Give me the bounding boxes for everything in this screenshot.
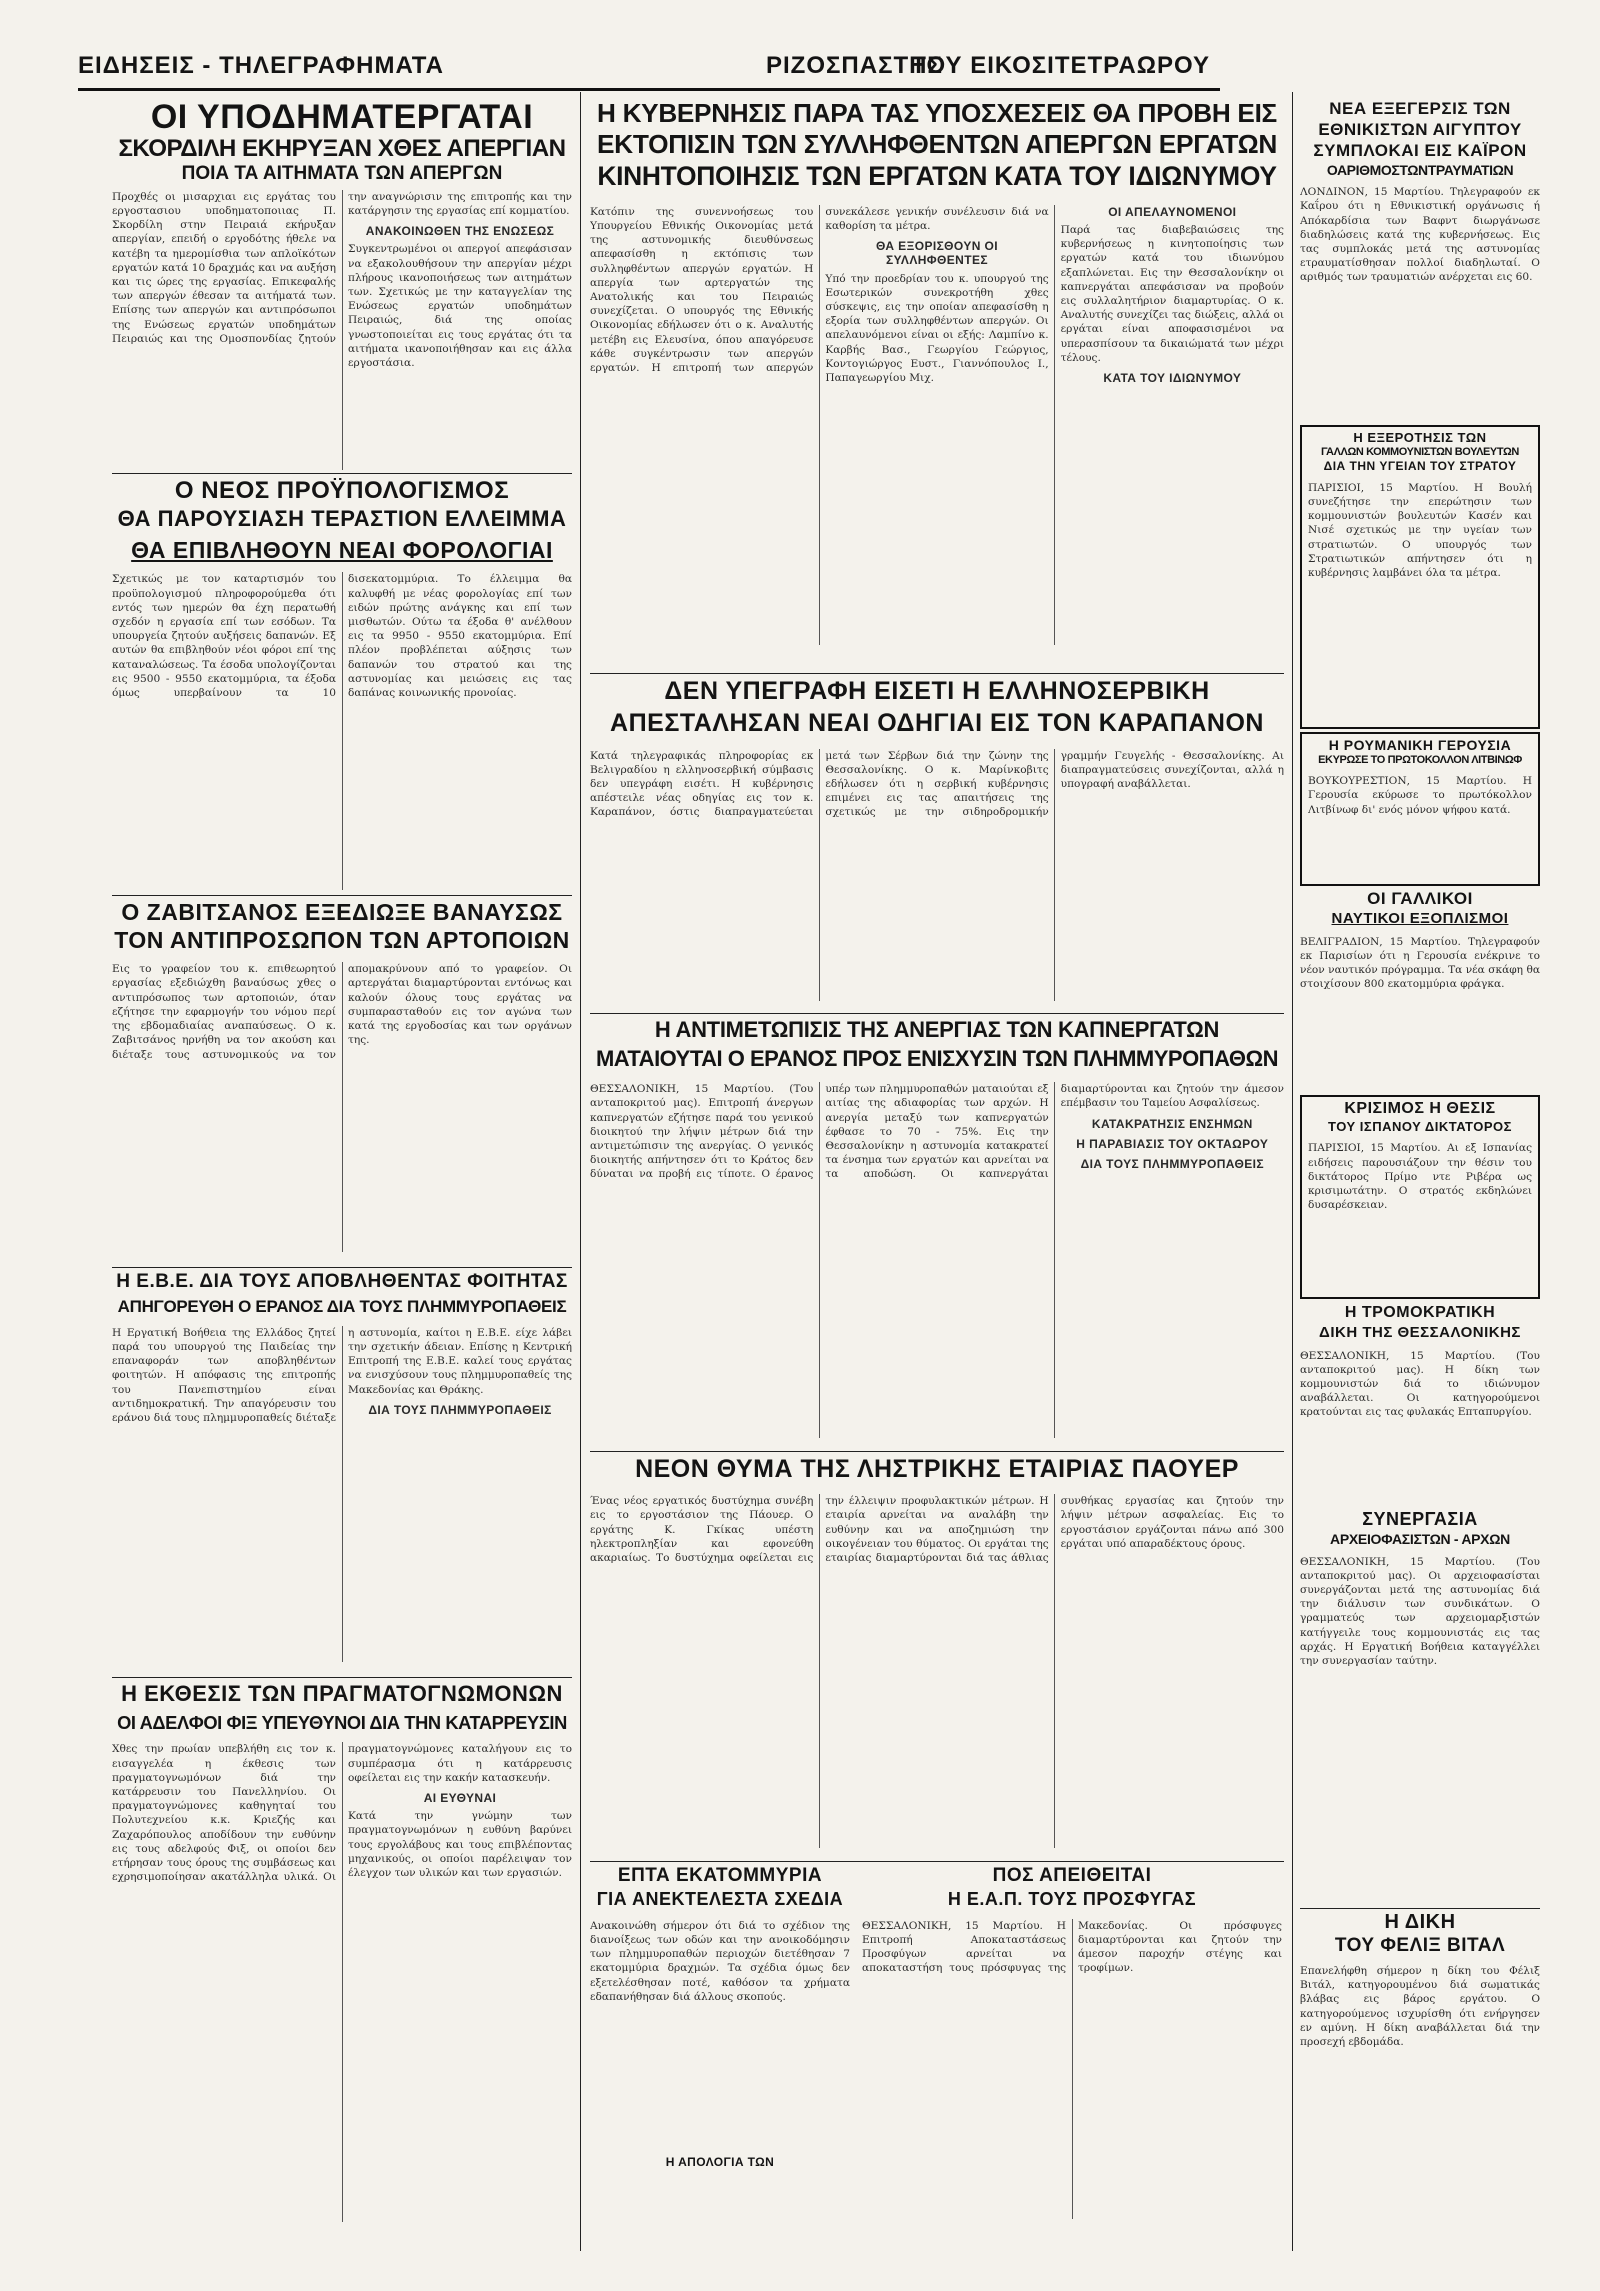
- headline: ΣΥΝΕΡΓΑΣΙΑ: [1362, 1510, 1478, 1529]
- article-power-company: [590, 1456, 1284, 1856]
- headline: Ο ΝΕΟΣ ΠΡΟΫΠΟΛΟΓΙΣΜΟΣ: [174, 478, 510, 504]
- article-body: ΒΕΛΙΓΡΑΔΙΟΝ, 15 Μαρτίου. Τηλεγραφούν εκ Παρισίων ότι η Γερουσία ενέκρινε το νέον ναυτικόν πρόγραμμα. Τα νέα σκάφη θα στοιχίσουν 800 εκατομμύρια φράγκα.: [1300, 935, 1540, 991]
- article-text: Κατόπιν της συνεννοήσεως του Υπουργείου Εθνικής Οικονομίας μετά της αστυνομικής διευθύνσεως απεφασίσθη η εκτόπισις των συλληφθέντων απεργών εργατών. Η απεργία των αρτεργατών της Ανατολικής και του Πειραιώς συνεχίζεται. Ο υπουργός της Εθνικής Οικονομίας εδήλωσεν ότι ο κ. Αναλυτής μετέβη εις Ελευσίνα, όπου απαγόρευσε κάθε συγκέντρωσιν των απεργών εργατών. Η επιτροπή των απεργών συνεκάλεσε γενικήν συνέλευσιν διά να καθορίση τα μέτρα.: [590, 205, 1049, 374]
- headline: ΣΥΜΠΛΟΚΑΙ ΕΙΣ ΚΑΪΡΟΝ: [1313, 141, 1527, 160]
- section-subheading: ΚΑΤΑ ΤΟΥ ΙΔΙΩΝΥΜΟΥ: [1103, 371, 1242, 385]
- headline: ΕΠΤΑ ΕΚΑΤΟΜΜΥΡΙΑ: [617, 1866, 823, 1886]
- article-text: ΘΕΣΣΑΛΟΝΙΚΗ, 15 Μαρτίου. (Του ανταποκριτού μας). Επιτροπή άνεργων καπνεργατών εζήτησε παρά του γενικού διοικητού την λήψιν μέτρων διά την αντιμετώπισιν της ανεργίας. Ο γενικός διοικητής απήντησεν ότι το Κράτος δεν δύναται να προβή εις τίποτε. Ο έρανος υπέρ των πλημμυροπαθών ματαιούται εξ αιτίας της αδιαφορίας των αρχών. Η ανεργία μεταξύ των καπνεργατών έφθασε το 70 - 75%. Εις την Θεσσαλονίκην η αστυνομία κατακρατεί τα ένσημα των εργατών και αρνείται να τα αποδώση. Οι καπνεργάται διαμαρτύρονται και ζητούν την άμεσον επέμβασιν του Ταμείου Ασφαλίσεως.: [590, 1083, 1284, 1181]
- article-body: Ανακοινώθη σήμερον ότι διά το σχέδιον της διανοίξεως των οδών και την ανοικοδόμησιν των πλημμυροπαθών περιοχών διετέθησαν 7 εκατομμύρια δραχμών. Τα σχέδια όμως δεν εξετελέσθησαν ποτέ, καθόσον τα χρήματα εδαπανήθησαν διά άλλους σκοπούς.: [590, 1919, 850, 2003]
- headline: ΔΙΚΗ ΤΗΣ ΘΕΣΣΑΛΟΝΙΚΗΣ: [1319, 1324, 1521, 1341]
- article-spanish-dictator: [1300, 1095, 1540, 1299]
- headline: ΔΕΝ ΥΠΕΓΡΑΦΗ ΕΙΣΕΤΙ Η ΕΛΛΗΝΟΣΕΡΒΙΚΗ: [664, 678, 1210, 705]
- article-body: Ένας νέος εργατικός δυστύχημα συνέβη εις το εργοστάσιον της Πάουερ. Ο εργάτης Κ. Γκίκας υπέστη ηλεκτροπληξίαν και εφονεύθη ακαριαίως. Το δυστύχημα οφείλεται εις την έλλειψιν προφυλακτικών μέτρων. Η εταιρία αρνείται να αναλάβη την ευθύνην και να αποζημιώση την οικογένειαν του θύματος. Οι εργάται της εταιρίας διαμαρτύρονται διά τας άθλιας συνθήκας εργασίας και ζητούν την λήψιν μέτρων ασφαλείας. Εις το εργοστάσιον εργάζονται πάνω από 300 εργάται υπό απαραδέκτους όρους.: [590, 1495, 1284, 1565]
- article-body: [590, 205, 1284, 645]
- article-body: [112, 190, 572, 470]
- article-body: ΘΕΣΣΑΛΟΝΙΚΗ, 15 Μαρτίου. Η Επιτροπή Αποκαταστάσεως Προσφύγων αρνείται να αποκαταστήση τους πρόσφυγας της Μακεδονίας. Οι πρόσφυγες διαμαρτύρονται και ζητούν την άμεσον παροχήν στέγης και τροφίμων.: [862, 1919, 1282, 1975]
- article-body: ΠΑΡΙΣΙΟΙ, 15 Μαρτίου. Αι εξ Ισπανίας ειδήσεις παρουσιάζουν την θέσιν του δικτάτορος Πρίμο ντε Ριβέρα ως κρισιμωτάτην. Ο στρατός εκδηλώνει δυσαρέσκειαν.: [1308, 1142, 1532, 1212]
- headline: ΑΠΕΣΤΑΛΗΣΑΝ ΝΕΑΙ ΟΔΗΓΙΑΙ ΕΙΣ ΤΟΝ ΚΑΡΑΠΑΝΟΝ: [610, 710, 1264, 737]
- article-lead-deportation: [590, 100, 1284, 660]
- headline: ΓΙΑ ΑΝΕΚΤΕΛΕΣΤΑ ΣΧΕΔΙΑ: [596, 1889, 844, 1909]
- section-header-right: ΤΟΥ ΕΙΚΟΣΙΤΕΤΡΑΩΡΟΥ: [911, 52, 1210, 79]
- article-text: Προχθές οι μισαρχιαι εις εργάτας του εργοστασιου υποδηματοποιιας Π. Σκορδίλη στην Πειραιά εκήρυξαν απεργίαν, επειδή ο εργοδότης ήθελε να κατέβη τα ημερομίσθια των απλοϊκότων εργατών κατά 10 δραχμάς και να αυξήση και τις ώρες της εργασίας. Επικεφαλής των απεργών έθεσαν τα αιτήματά των. Επίσης των απεργών και αντιπρόσωποι της Ενώσεως εργατών υποδημάτων Πειραιώς και της Ομοσπονδίας ζητούν την αναγνώρισιν της επιτροπής και την κατάργησιν της εργασίας επί κομματίου.: [112, 190, 572, 345]
- headline: ΑΡΧΕΙΟΦΑΣΙΣΤΩΝ - ΑΡΧΩΝ: [1330, 1531, 1510, 1547]
- article-body: [112, 1742, 572, 2222]
- article-text: Παρά τας διαβεβαιώσεις της κυβερνήσεως η κινητοποίησις των εργατών κατά του ιδιωνύμου εξαπλώνεται. Εις την Θεσσαλονίκην οι καπνεργάται απεφάσισαν να προβούν εις συλλαλητήριον διαμαρτυρίας. Ο κ. Αναλυτής συνεχίζει τας διώξεις, αλλά οι εργάται είναι αποφασισμένοι να υπερασπίσουν τα δικαιώματά των μέχρι τέλους.: [1060, 223, 1284, 364]
- article-body: [112, 1326, 572, 1662]
- headline: ΓΑΛΛΩΝ ΚΟΜΜΟΥΝΙΣΤΩΝ ΒΟΥΛΕΥΤΩΝ: [1321, 446, 1519, 458]
- headline: ΘΑ ΕΠΙΒΛΗΘΟΥΝ ΝΕΑΙ ΦΟΡΟΛΟΓΙΑΙ: [131, 538, 553, 563]
- article-vital-trial: [1300, 1912, 1540, 2242]
- article-divider: [112, 1677, 572, 1678]
- section-subheading: ΔΙΑ ΤΟΥΣ ΠΛΗΜΜΥΡΟΠΑΘΕΙΣ: [1080, 1157, 1264, 1171]
- headline: ΚΡΙΣΙΜΟΣ Η ΘΕΣΙΣ: [1344, 1101, 1496, 1117]
- article-divider: [590, 1861, 1284, 1862]
- headline: ΘΑ ΠΑΡΟΥΣΙΑΣΗ ΤΕΡΑΣΤΙΟΝ ΕΛΛΕΙΜΜΑ: [117, 507, 567, 531]
- headline: ΔΙΑ ΤΗΝ ΥΓΕΙΑΝ ΤΟΥ ΣΤΡΑΤΟΥ: [1323, 460, 1517, 473]
- headline: ΟΙ ΑΔΕΛΦΟΙ ΦΙΞ ΥΠΕΥΘΥΝΟΙ ΔΙΑ ΤΗΝ ΚΑΤΑΡΡΕΥΣΙΝ: [117, 1713, 567, 1733]
- subheadline: ΠΟΙΑ ΤΑ ΑΙΤΗΜΑΤΑ ΤΩΝ ΑΠΕΡΓΩΝ: [181, 163, 503, 185]
- article-body: ΘΕΣΣΑΛΟΝΙΚΗ, 15 Μαρτίου. (Του ανταποκριτού μας). Οι αρχειοφασίσται συνεργάζονται μετά της αστυνομίας διά την διάλυσιν των συνδικάτων. Ο γραμματεύς των αρχειομαρξιστών κατήγγειλε τους κομμουνιστάς εις τας αρχάς. Η Εργατική Βοήθεια καταγγέλλει την συνεργασίαν ταύτην.: [1300, 1555, 1540, 1667]
- article-body: Σχετικώς με τον καταρτισμόν του προϋπολογισμού πληροφορούμεθα ότι εντός των ημερών θα έχη περατωθή σχεδόν η εργασία επί των εσόδων. Τα υπουργεία ζητούν αυξήσεις δαπανών. Εξ αυτών θα επιβληθούν νέοι φόροι επί της καταναλώσεως. Τα έσοδα υπολογίζονται εις 9500 - 9550 εκατομμύρια, τα έξοδα όμως υπερβαίνουν τα 10 δισεκατομμύρια. Το έλλειμμα θα καλυφθή με νέας φορολογίας επί των ειδών πρώτης ανάγκης και επί των μισθωτών. Ούτω τα έξοδα θ' ανέλθουν εις τα 9950 - 9550 εκατομμύρια. Επί πλέον προβλέπεται αύξησις των δαπανών του στρατού και της αστυνομίας και μειώσεις εις τας δαπάνας κοινωνικής προνοίας.: [112, 573, 572, 700]
- article-text: Κατά την γνώμην των πραγματογνωμόνων η ευθύνη βαρύνει τους εργολάβους και τους επιβλέποντας μηχανικούς, οι οποίοι παρέλειψαν τον έλεγχον των υλικών και των εργασιών.: [348, 1810, 572, 1879]
- article-text: Συγκεντρωμένοι οι απεργοί απεφάσισαν να εξακολουθήσουν την απεργίαν μέχρι πλήρους ικανοποιήσεως των αιτημάτων των. Σχετικώς με την καταγγελίαν της Ενώσεως εργατών υποδημάτων Πειραιώς, διά της οποίας γνωστοποιείται εις τους εργάτας ότι τα αιτήματα ικανοποιήθησαν και εις άλλα εργοστάσια.: [348, 243, 572, 370]
- article-thessaloniki-trial: [1300, 1305, 1540, 1505]
- section-header: ΕΙΔΗΣΕΙΣ - ΤΗΛΕΓΡΑΦΗΜΑΤΑ: [78, 52, 444, 79]
- article-divider: [590, 1451, 1284, 1452]
- article-students: [112, 1272, 572, 1672]
- article-tobacco-workers: [590, 1018, 1284, 1446]
- section-subheading: ΑΝΑΚΟΙΝΩΘΕΝ ΤΗΣ ΕΝΩΣΕΩΣ: [365, 224, 555, 239]
- article-divider: [590, 1013, 1284, 1014]
- article-divider: [590, 673, 1284, 674]
- headline: ΟΙ ΓΑΛΛΙΚΟΙ: [1367, 890, 1473, 908]
- lead-headline: Η ΚΥΒΕΡΝΗΣΙΣ ΠΑΡΑ ΤΑΣ ΥΠΟΣΧΕΣΕΙΣ ΘΑ ΠΡΟΒΗ ΕΙΣ: [597, 100, 1277, 128]
- headline: Η Ε.Α.Π. ΤΟΥΣ ΠΡΟΣΦΥΓΑΣ: [947, 1889, 1197, 1909]
- column-divider: [580, 92, 581, 2251]
- section-subheading: ΑΙ ΕΥΘΥΝΑΙ: [423, 1790, 497, 1805]
- article-egypt: [1300, 100, 1540, 420]
- article-text: Χθες την πρωίαν υπεβλήθη εις τον κ. εισαγγελέα η έκθεσις των πραγματογνωμόνων διά την κατάρρευσιν του Πανελληνίου. Οι πραγματογνώμονες καθηγηταί του Πολυτεχνείου κ.κ. Κριεζής και Ζαχαρόπουλος αποδίδουν την ευθύνην εις τους αδελφούς Φιξ, οι οποίοι δεν ετήρησαν τους όρους της συμβάσεως και εχρησιμοποίησαν ακατάλληλα υλικά. Οι πραγματογνώμονες καταλήγουν εις το συμπέρασμα ότι η κατάρρευσις οφείλεται εις την κακήν κατασκευήν.: [112, 1743, 572, 1884]
- headline: Η ΔΙΚΗ: [1384, 1912, 1456, 1933]
- article-text: Η Εργατική Βοήθεια της Ελλάδος ζητεί παρά του υπουργού της Παιδείας την επαναφοράν των αποβληθέντων φοιτητών. Η απόφασις της επιτροπής του Πανεπιστημίου είναι αντιδημοκρατική. Την απαγόρευσιν του εράνου διά τους πλημμυροπαθείς διέταξε η αστυνομία, καίτοι η Ε.Β.Ε. είχε λάβει την σχετικήν άδειαν. Επίσης η Κεντρική Επιτροπή της Ε.Β.Ε. καλεί τους εργάτας να ενισχύσουν τους πλημμυροπαθείς της Μακεδονίας και Θράκης.: [112, 1326, 572, 1425]
- headline: ΠΟΣ ΑΠΕΙΘΕΙΤΑΙ: [992, 1866, 1152, 1886]
- article-experts-report: [112, 1682, 572, 2242]
- article-divider: [112, 895, 572, 896]
- article-body: Κατά τηλεγραφικάς πληροφορίας εκ Βελιγραδίου η ελληνοσερβική σύμβασις δεν υπεγράφη εισέτι. Η κυβέρνησις απέστειλε νέας οδηγίας εις τον κ. Καραπάνον, όστις διαπραγματεύεται μετά των Σέρβων διά την ζώνην της Θεσσαλονίκης. Ο κ. Μαρίνκοβιτς εδήλωσεν ότι η σερβική κυβέρνησις επιμένει εις τας απαιτήσεις της σχετικώς με την σιδηροδρομικήν γραμμήν Γευγελής - Θεσσαλονίκης. Αι διαπραγματεύσεις συνεχίζονται, αλλά η υπογραφή αναβάλλεται.: [590, 749, 1284, 819]
- headline: ΤΟΥ ΙΣΠΑΝΟΥ ΔΙΚΤΑΤΟΡΟΣ: [1328, 1119, 1512, 1134]
- headline: Η Ε.Β.Ε. ΔΙΑ ΤΟΥΣ ΑΠΟΒΛΗΘΕΝΤΑΣ ΦΟΙΤΗΤΑΣ: [116, 1272, 568, 1292]
- article-seven-million: [590, 1866, 850, 2236]
- article-shoemakers-strike: [112, 100, 572, 470]
- article-refugees: [862, 1866, 1282, 2236]
- column-divider: [1292, 92, 1293, 2251]
- headline: ΝΕΟΝ ΘΥΜΑ ΤΗΣ ΛΗΣΤΡΙΚΗΣ ΕΤΑΙΡΙΑΣ ΠΑΟΥΕΡ: [635, 1456, 1239, 1483]
- headline: ΝΕΑ ΕΞΕΓΕΡΣΙΣ ΤΩΝ: [1329, 100, 1511, 118]
- article-budget: [112, 478, 572, 890]
- headline: Η ΕΞΕΡΟΤΗΣΙΣ ΤΩΝ: [1353, 431, 1487, 445]
- article-body: ΒΟΥΚΟΥΡΕΣΤΙΟΝ, 15 Μαρτίου. Η Γερουσία εκύρωσε το πρωτόκολλον Λιτβίνωφ δι' ενός μόνον ψήφου κατά.: [1308, 775, 1532, 816]
- headline: Η ΡΟΥΜΑΝΙΚΗ ΓΕΡΟΥΣΙΑ: [1328, 738, 1512, 753]
- headline: ΑΠΗΓΟΡΕΥΘΗ Ο ΕΡΑΝΟΣ ΔΙΑ ΤΟΥΣ ΠΛΗΜΜΥΡΟΠΑΘΕΙΣ: [117, 1298, 567, 1316]
- article-body: [590, 1082, 1284, 1438]
- article-bakers: [112, 900, 572, 1262]
- article-romanian-senate: [1300, 732, 1540, 886]
- article-body: ΛΟΝΔΙΝΟΝ, 15 Μαρτίου. Τηλεγραφούν εκ Καΐρου ότι η Εθνικιστική οργάνωσις ή Απόκαρδίσια των Βαφντ διωργάνωσε διαδηλώσεις κατά της κυβερνήσεως. Εις τας συμπλοκάς μετά της αστυνομίας ετραυματίσθησαν πολλοί διαδηλωταί. Ο αριθμός των τραυματιών ανέρχεται εις 60.: [1300, 186, 1540, 284]
- article-french-communists: [1300, 425, 1540, 729]
- section-subheading: Η ΠΑΡΑΒΙΑΣΙΣ ΤΟΥ ΟΚΤΑΩΡΟΥ: [1076, 1136, 1269, 1151]
- headline: ΝΑΥΤΙΚΟΙ ΕΞΟΠΛΙΣΜΟΙ: [1331, 910, 1509, 927]
- headline: ΕΚΥΡΩΣΕ ΤΟ ΠΡΩΤΟΚΟΛΛΟΝ ΛΙΤΒΙΝΩΦ: [1318, 754, 1522, 766]
- section-subheading: Η ΑΠΟΛΟΓΙΑ ΤΩΝ: [665, 2154, 775, 2169]
- headline: ΣΚΟΡΔΙΛΗ ΕΚΗΡΥΞΑΝ ΧΘΕΣ ΑΠΕΡΓΙΑΝ: [118, 135, 566, 162]
- headline: Ο ΖΑΒΙΤΣΑΝΟΣ ΕΞΕΔΙΩΞΕ ΒΑΝΑΥΣΩΣ: [121, 900, 563, 925]
- lead-headline: ΕΚΤΟΠΙΣΙΝ ΤΩΝ ΣΥΛΛΗΦΘΕΝΤΩΝ ΑΠΕΡΓΩΝ ΕΡΓΑΤΩΝ: [596, 131, 1278, 160]
- headline: ΤΟΥ ΦΕΛΙΞ ΒΙΤΑΛ: [1334, 1936, 1506, 1956]
- headline: ΤΟΝ ΑΝΤΙΠΡΟΣΩΠΟΝ ΤΩΝ ΑΡΤΟΠΟΙΩΝ: [114, 928, 570, 953]
- article-french-navy: [1300, 890, 1540, 1090]
- section-subheading: ΟΙ ΑΠΕΛΑΥΝΟΜΕΝΟΙ: [1108, 204, 1237, 219]
- article-body: Επανελήφθη σήμερον η δίκη του Φέλιξ Βιτάλ, κατηγορουμένου διά σωματικάς βλάβας εις βάρος εργάτου. Ο κατηγορούμενος ισχυρίσθη ότι ενήργησεν εν αμύνη. Η δίκη αναβάλλεται διά την προσεχή εβδομάδα.: [1300, 1964, 1540, 2048]
- article-body: ΠΑΡΙΣΙΟΙ, 15 Μαρτίου. Η Βουλή συνεζήτησε την επερώτησιν των κομμουνιστών βουλευτών Κασέν και Νισέ σχετικώς με την υγείαν των στρατιωτών. Ο υπουργός των Στρατιωτικών απήντησεν ότι η κυβέρνησις λαμβάνει όλα τα μέτρα.: [1308, 481, 1532, 579]
- subheadline: ΟΑΡΙΘΜΟΣΤΩΝΤΡΑΥΜΑΤΙΩΝ: [1326, 162, 1514, 178]
- headline: ΜΑΤΑΙΟΥΤΑΙ Ο ΕΡΑΝΟΣ ΠΡΟΣ ΕΝΙΣΧΥΣΙΝ ΤΩΝ ΠΛΗΜΜΥΡΟΠΑΘΩΝ: [595, 1047, 1279, 1071]
- headline: Η ΕΚΘΕΣΙΣ ΤΩΝ ΠΡΑΓΜΑΤΟΓΝΩΜΟΝΩΝ: [121, 1682, 563, 1706]
- headline: ΕΘΝΙΚΙΣΤΩΝ ΑΙΓΥΠΤΟΥ: [1318, 120, 1522, 139]
- article-archeofascists: [1300, 1510, 1540, 1900]
- article-body: ΘΕΣΣΑΛΟΝΙΚΗ, 15 Μαρτίου. (Του ανταποκριτού μας). Η δίκη των κομμουνιστών διά το ιδιώνυμον αναβάλλεται. Οι κατηγορούμενοι κρατούνται εις τας φυλακάς Επταπυργίου.: [1300, 1349, 1540, 1419]
- article-divider: [112, 1267, 572, 1268]
- header-rule: [78, 88, 1220, 91]
- article-body: Εις το γραφείον του κ. επιθεωρητού εργασίας εξεδιώχθη βαναύσως χθες ο αντιπρόσωπος των αρτοποιών, όταν εζήτησε την εφαρμογήν του νόμου περί της εβδομαδιαίας αναπαύσεως. Ο κ. Ζαβιτσάνος ηρνήθη να τον ακούση και διέταξε τους αστυνομικούς να τον απομακρύνουν από το γραφείον. Οι αρτεργάται διαμαρτύρονται εντόνως και καλούν όλους τους εργάτας να συμπαρασταθούν εις τον αγώνα των κατά της εργοδοσίας και των οργάνων της.: [112, 963, 572, 1061]
- article-greek-serbian: [590, 678, 1284, 1008]
- lead-headline: ΚΙΝΗΤΟΠΟΙΗΣΙΣ ΤΩΝ ΕΡΓΑΤΩΝ ΚΑΤΑ ΤΟΥ ΙΔΙΩΝΥΜΟΥ: [597, 163, 1277, 191]
- article-divider: [1300, 1908, 1540, 1909]
- article-text: Υπό την προεδρίαν του κ. υπουργού της Εσωτερικών συνεκροτήθη χθες σύσκεψις, εις την οποίαν απεφασίσθη η εξορία των συλληφθέντων απεργών. Οι απελαυνόμενοι είναι οι εξής: Λαμπίνο κ. Καρβής Βασ., Γεωργίου Γεώργιος, Κοντογιώργος Ευστ., Γιαννόπουλος Ι., Παπαγεωργίου Μιχ.: [825, 272, 1049, 384]
- section-subheading: ΘΑ ΕΞΟΡΙΣΘΟΥΝ ΟΙ ΣΥΛΛΗΦΘΕΝΤΕΣ: [875, 239, 998, 268]
- headline: ΟΙ ΥΠΟΔΗΜΑΤΕΡΓΑΤΑΙ: [150, 100, 534, 136]
- headline: Η ΑΝΤΙΜΕΤΩΠΙΣΙΣ ΤΗΣ ΑΝΕΡΓΙΑΣ ΤΩΝ ΚΑΠΝΕΡΓΑΤΩΝ: [654, 1018, 1220, 1042]
- section-subheading: ΔΙΑ ΤΟΥΣ ΠΛΗΜΜΥΡΟΠΑΘΕΙΣ: [368, 1402, 552, 1417]
- section-subheading: ΚΑΤΑΚΡΑΤΗΣΙΣ ΕΝΣΗΜΩΝ: [1091, 1116, 1253, 1131]
- article-divider: [112, 473, 572, 474]
- newspaper-title: ΡΙΖΟΣΠΑΣΤΗΣ: [766, 52, 943, 79]
- headline: Η ΤΡΟΜΟΚΡΑΤΙΚΗ: [1344, 1305, 1496, 1321]
